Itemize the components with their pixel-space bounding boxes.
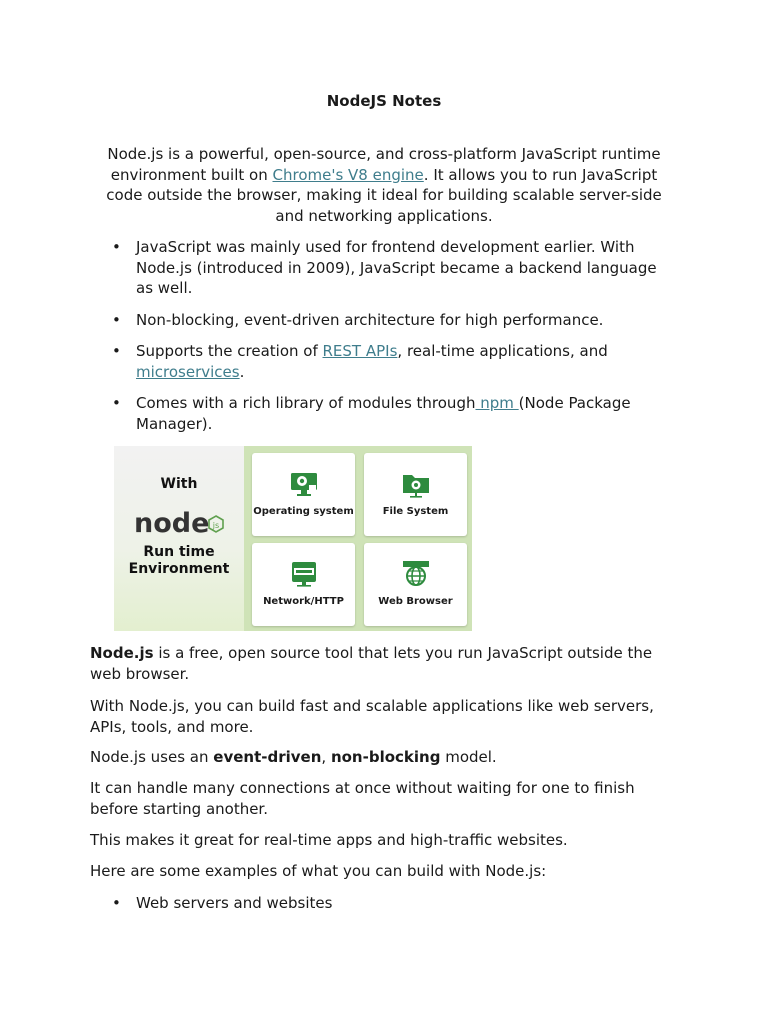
card-caption: Operating system — [253, 506, 354, 517]
intro-paragraph — [103, 144, 665, 226]
list-item-text: Non-blocking, event-driven architecture for high performance. — [136, 310, 604, 329]
list-item-text: Supports the creation of — [136, 342, 323, 360]
intro-text-1: Node.js is a powerful, open-source, and cross-platform JavaScript runtime environment built on — [107, 145, 661, 184]
list-item-text: . — [239, 362, 245, 381]
microservices-link[interactable]: microservices — [136, 362, 240, 381]
bold-text: Node.js — [90, 644, 154, 662]
card-caption: File System — [382, 506, 449, 517]
logo-js: js — [212, 521, 220, 530]
list-item — [104, 237, 664, 299]
http-globe-icon — [288, 557, 320, 589]
examples-list — [104, 893, 664, 925]
list-item-text: Web servers and websites — [136, 894, 333, 912]
card-caption: Web Browser — [378, 596, 453, 607]
paragraph-text: is a free, open source tool that lets you run JavaScript outside the web browser. — [90, 644, 653, 683]
paragraph-build: With Node.js, you can build fast and scalable applications like web servers, APIs, tools, and more. — [90, 697, 654, 736]
browser-globe-icon — [400, 557, 432, 589]
paragraph-what-is-node — [90, 643, 670, 684]
v8-engine-link[interactable]: Chrome's V8 engine — [272, 165, 424, 184]
paragraph-text: Node.js uses an — [90, 748, 214, 766]
card-file-system — [364, 453, 467, 536]
runtime-label: Run time Environment — [128, 544, 230, 577]
list-item-text: (Node Package Manager). — [136, 394, 631, 433]
card-web-browser — [364, 543, 467, 626]
list-item — [104, 393, 664, 434]
rest-apis-link[interactable]: REST APIs — [322, 342, 398, 360]
card-caption: Network/HTTP — [263, 596, 344, 607]
list-item-text: Comes with a rich library of modules through — [136, 394, 476, 412]
npm-link[interactable]: npm — [475, 394, 519, 412]
with-label: With — [160, 476, 198, 492]
paragraph-examples-intro: Here are some examples of what you can build with Node.js: — [90, 862, 547, 880]
features-list — [104, 237, 664, 445]
list-item — [104, 310, 664, 331]
nodejs-logo — [134, 506, 226, 540]
list-item-text: JavaScript was mainly used for frontend development earlier. With Node.js (introduced in 2009), JavaScript became a backend language as well. — [136, 238, 657, 297]
logo-text: node — [134, 508, 210, 539]
bold-text: non-blocking — [330, 748, 441, 766]
paragraph-text: , — [321, 748, 331, 766]
list-item — [104, 893, 664, 914]
bold-text: event-driven — [213, 748, 322, 766]
paragraph-text: model. — [440, 748, 497, 766]
page-title: NodeJS Notes — [326, 92, 442, 110]
illustration-left-panel — [114, 446, 244, 631]
card-network-http — [252, 543, 355, 626]
intro-text-2: . It allows you to run JavaScript code outside the browser, making it ideal for building scalable server-side and networking applications. — [106, 165, 662, 225]
operating-system-icon — [288, 467, 320, 499]
folder-icon — [400, 467, 432, 499]
paragraph-realtime: This makes it great for real-time apps and high-traffic websites. — [90, 831, 568, 849]
illustration-right-panel — [244, 446, 472, 631]
nodejs-runtime-illustration — [114, 446, 472, 631]
paragraph-connections: It can handle many connections at once without waiting for one to finish before starting another. — [90, 779, 635, 818]
list-item-text: , real-time applications, and — [397, 342, 608, 360]
card-operating-system — [252, 453, 355, 536]
list-item — [104, 341, 664, 382]
paragraph-model — [90, 747, 670, 768]
